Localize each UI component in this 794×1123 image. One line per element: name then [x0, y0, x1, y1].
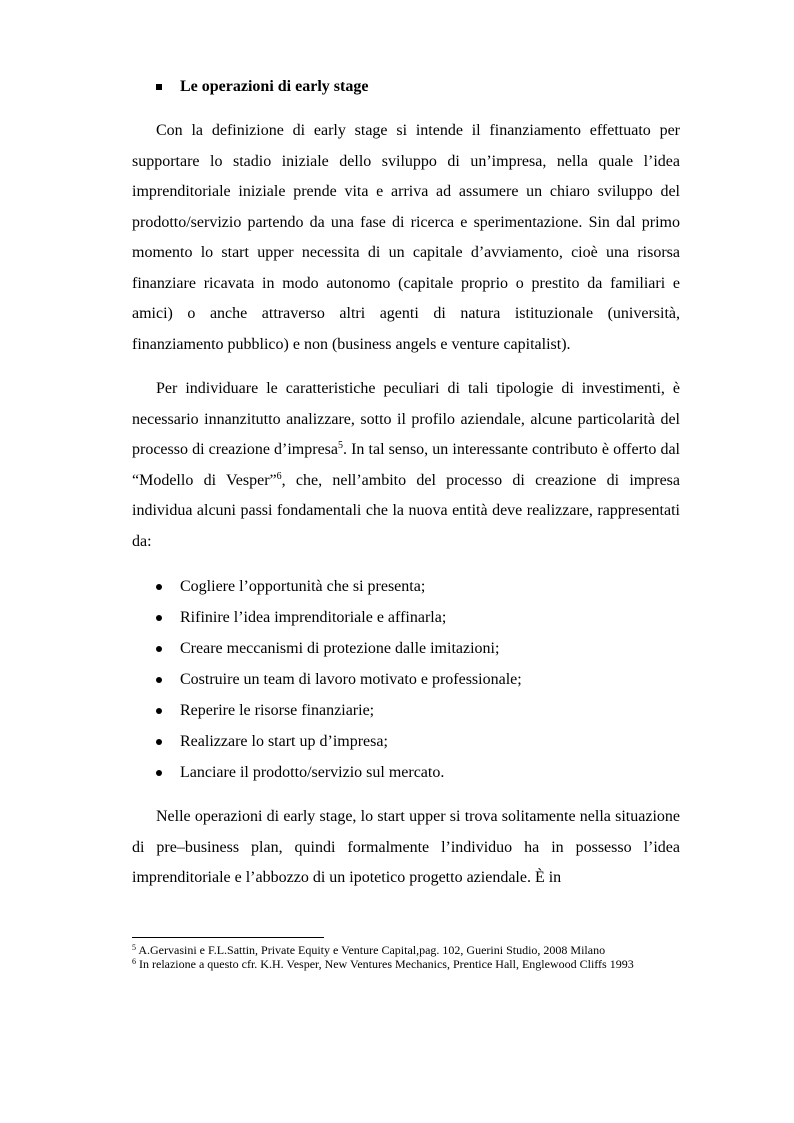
- footnote-number: 6: [132, 957, 136, 966]
- paragraph-pre-business-plan: Nelle operazioni di early stage, lo start upper si trova solitamente nella situazione di pre–business plan, quindi formalmente l’individuo ha in possesso l’idea imprenditoriale e l’abbozzo di un ipotetico progetto aziendale. È in: [132, 808, 680, 886]
- footnote-6: [132, 957, 680, 971]
- paragraph-intro: Con la definizione di early stage si intende il finanziamento effettuato per supportare lo stadio iniziale dello sviluppo di un’impresa, nella quale l’idea imprenditoriale iniziale prende vita e arriva ad assumere un chiaro sviluppo del prodotto/servizio partendo da una fase di ricerca e sperimentazione. Sin dal primo momento lo start upper necessita di un capitale d’avviamento, cioè una risorsa finanziare ricavata in modo autonomo (capitale proprio o prestito da familiari e amici) o anche attraverso altri agenti di natura istituzionale (università, finanziamento pubblico) e non (business angels e venture capitalist).: [132, 122, 680, 353]
- bullet-dot-icon: [156, 615, 162, 621]
- list-item-text: Creare meccanismi di protezione dalle imitazioni;: [180, 640, 500, 657]
- footnote-5: [132, 943, 680, 957]
- list-item: [132, 633, 680, 664]
- footnote-ref-5[interactable]: 5: [338, 440, 343, 451]
- footnote-text: In relazione a questo cfr. K.H. Vesper, New Ventures Mechanics, Prentice Hall, Englewood Cliffs 1993: [136, 957, 634, 971]
- list-item-text: Lanciare il prodotto/servizio sul mercato.: [180, 764, 445, 781]
- footnote-divider: [132, 937, 324, 938]
- list-item: [132, 726, 680, 757]
- footnote-number: 5: [132, 943, 136, 952]
- page-body: [132, 72, 680, 894]
- list-item-text: Cogliere l’opportunità che si presenta;: [180, 578, 426, 595]
- bullet-dot-icon: [156, 677, 162, 683]
- list-item: [132, 695, 680, 726]
- section-heading-text: Le operazioni di early stage: [180, 78, 369, 95]
- list-item: [132, 602, 680, 633]
- footnote-text: A.Gervasini e F.L.Sattin, Private Equity e Venture Capital,pag. 102, Guerini Studio, 2008 Milano: [136, 943, 606, 957]
- bullet-dot-icon: [156, 739, 162, 745]
- bullet-dot-icon: [156, 770, 162, 776]
- paragraph-vesper: [132, 374, 680, 557]
- list-item-text: Rifinire l’idea imprenditoriale e affinarla;: [180, 609, 447, 626]
- list-item: [132, 571, 680, 602]
- footnote-ref-6[interactable]: 6: [276, 470, 282, 482]
- bullet-dot-icon: [156, 708, 162, 714]
- paragraph-vesper-part-c: , che, nell’ambito del processo di creazione di impresa individua alcuni passi fondamentali che la nuova entità deve realizzare, rappresentati da:: [132, 471, 681, 550]
- bullet-dot-icon: [156, 584, 162, 590]
- list-item-text: Reperire le risorse finanziarie;: [180, 702, 375, 719]
- footnotes: [132, 943, 680, 971]
- list-item: [132, 757, 680, 788]
- square-bullet-icon: [156, 84, 162, 90]
- list-item-text: Realizzare lo start up d’impresa;: [180, 733, 388, 750]
- paragraph-vesper-part-a: Per individuare le caratteristiche peculiari di tali tipologie di investimenti, è necessario innanzitutto analizzare, sotto il profilo aziendale, alcune particolarità del processo di creazione d’impresa: [132, 380, 680, 458]
- steps-list: [132, 571, 680, 788]
- list-item-text: Costruire un team di lavoro motivato e professionale;: [180, 671, 522, 688]
- bullet-dot-icon: [156, 646, 162, 652]
- paragraph-vesper-part-b: . In tal senso, un interessante contributo è offerto dal “Modello di Vesper”: [132, 441, 680, 489]
- list-item: [132, 664, 680, 695]
- section-heading: [132, 72, 680, 102]
